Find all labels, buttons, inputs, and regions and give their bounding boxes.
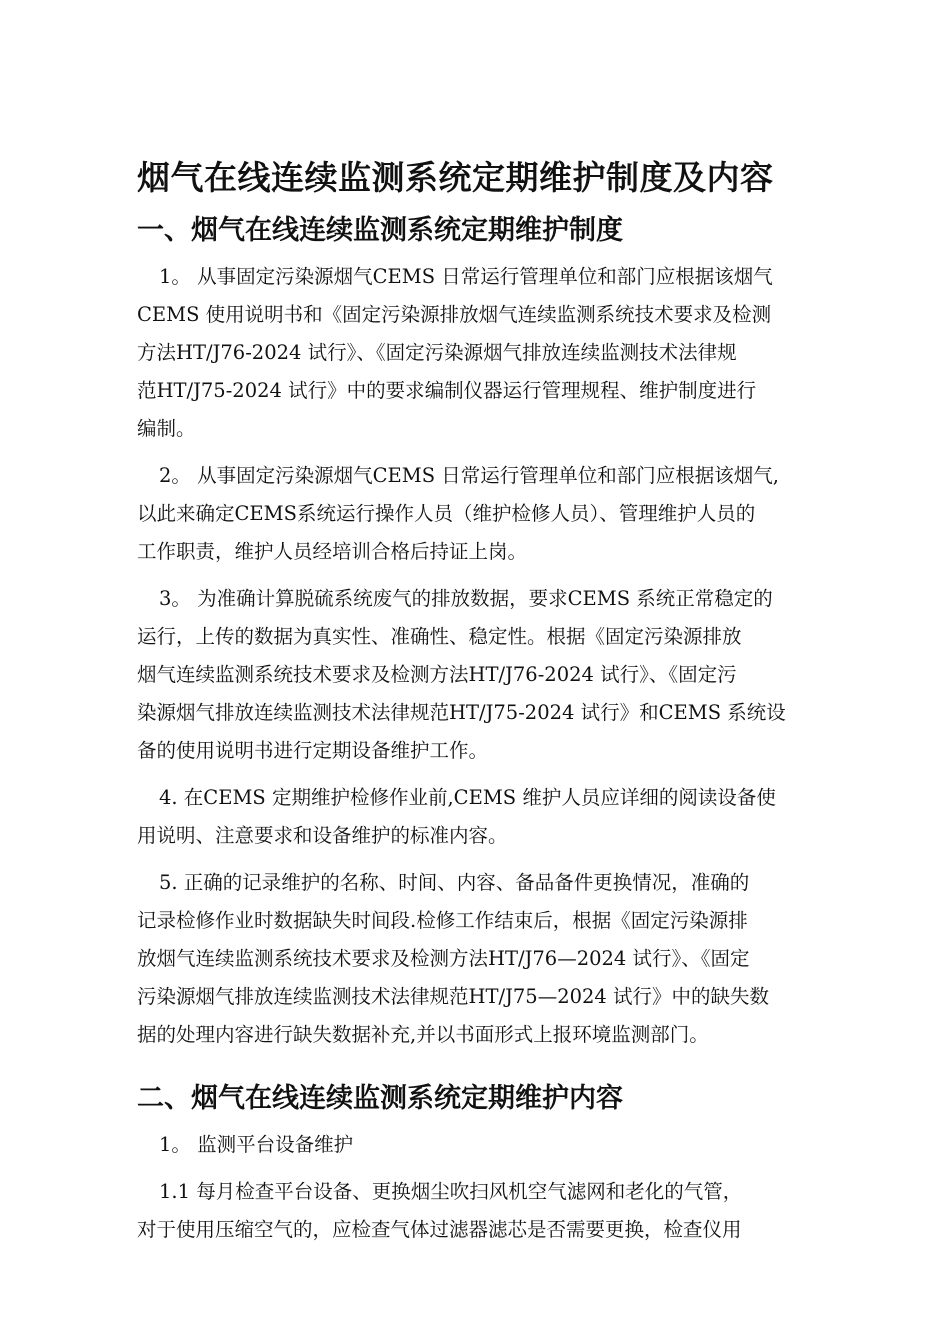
paragraph-line: 编制。	[137, 417, 196, 440]
paragraph-line: 用说明、注意要求和设备维护的标准内容。	[137, 824, 508, 847]
paragraph-line: 1。 监测平台设备维护	[159, 1133, 354, 1156]
paragraph-line: 1。 从事固定污染源烟气CEMS 日常运行管理单位和部门应根据该烟气	[159, 265, 773, 288]
paragraph-line: 1.1 每月检查平台设备、更换烟尘吹扫风机空气滤网和老化的气管，	[159, 1180, 743, 1203]
paragraph-line: CEMS 使用说明书和《固定污染源排放烟气连续监测系统技术要求及检测	[137, 303, 772, 326]
paragraph-line: 放烟气连续监测系统技术要求及检测方法HT/J76—2024 试行》、《固定	[137, 947, 750, 970]
paragraph-line: 染源烟气排放连续监测技术法律规范HT/J75-2024 试行》和CEMS 系统设	[137, 701, 786, 724]
paragraph	[137, 580, 850, 770]
paragraph-line: 4. 在CEMS 定期维护检修作业前,CEMS 维护人员应详细的阅读设备使	[159, 786, 776, 809]
paragraph-line: 对于使用压缩空气的，应检查气体过滤器滤芯是否需要更换，检查仪用	[137, 1218, 742, 1241]
paragraph-line: 记录检修作业时数据缺失时间段.检修工作结束后，根据《固定污染源排	[137, 909, 748, 932]
paragraph	[137, 779, 850, 855]
paragraph	[137, 1173, 850, 1249]
paragraph	[137, 457, 850, 571]
paragraph	[137, 864, 850, 1054]
section-heading: 二、烟气在线连续监测系统定期维护内容	[137, 1083, 623, 1114]
paragraph-line: 以此来确定CEMS系统运行操作人员（维护检修人员）、管理维护人员的	[137, 502, 756, 525]
paragraph-line: 运行，上传的数据为真实性、准确性、稳定性。根据《固定污染源排放	[137, 625, 742, 648]
paragraph-line: 污染源烟气排放连续监测技术法律规范HT/J75—2024 试行》中的缺失数	[137, 985, 770, 1008]
document-title: 烟气在线连续监测系统定期维护制度及内容	[137, 158, 774, 197]
paragraph	[137, 1126, 850, 1164]
paragraph-line: 5. 正确的记录维护的名称、时间、内容、备品备件更换情况，准确的	[159, 871, 750, 894]
paragraph-line: 烟气连续监测系统技术要求及检测方法HT/J76-2024 试行》、《固定污	[137, 663, 737, 686]
paragraph-line: 备的使用说明书进行定期设备维护工作。	[137, 739, 489, 762]
paragraph-line: 3。 为准确计算脱硫系统废气的排放数据，要求CEMS 系统正常稳定的	[159, 587, 773, 610]
paragraph-line: 据的处理内容进行缺失数据补充,并以书面形式上报环境监测部门。	[137, 1023, 709, 1046]
section-heading: 一、烟气在线连续监测系统定期维护制度	[137, 215, 623, 246]
paragraph-line: 2。 从事固定污染源烟气CEMS 日常运行管理单位和部门应根据该烟气,	[159, 464, 779, 487]
paragraph-line: 方法HT/J76-2024 试行》、《固定污染源烟气排放连续监测技术法律规	[137, 341, 737, 364]
paragraph-line: 范HT/J75-2024 试行》中的要求编制仪器运行管理规程、维护制度进行	[137, 379, 757, 402]
paragraph	[137, 258, 850, 448]
document-body	[137, 206, 850, 1249]
paragraph-line: 工作职责，维护人员经培训合格后持证上岗。	[137, 540, 528, 563]
